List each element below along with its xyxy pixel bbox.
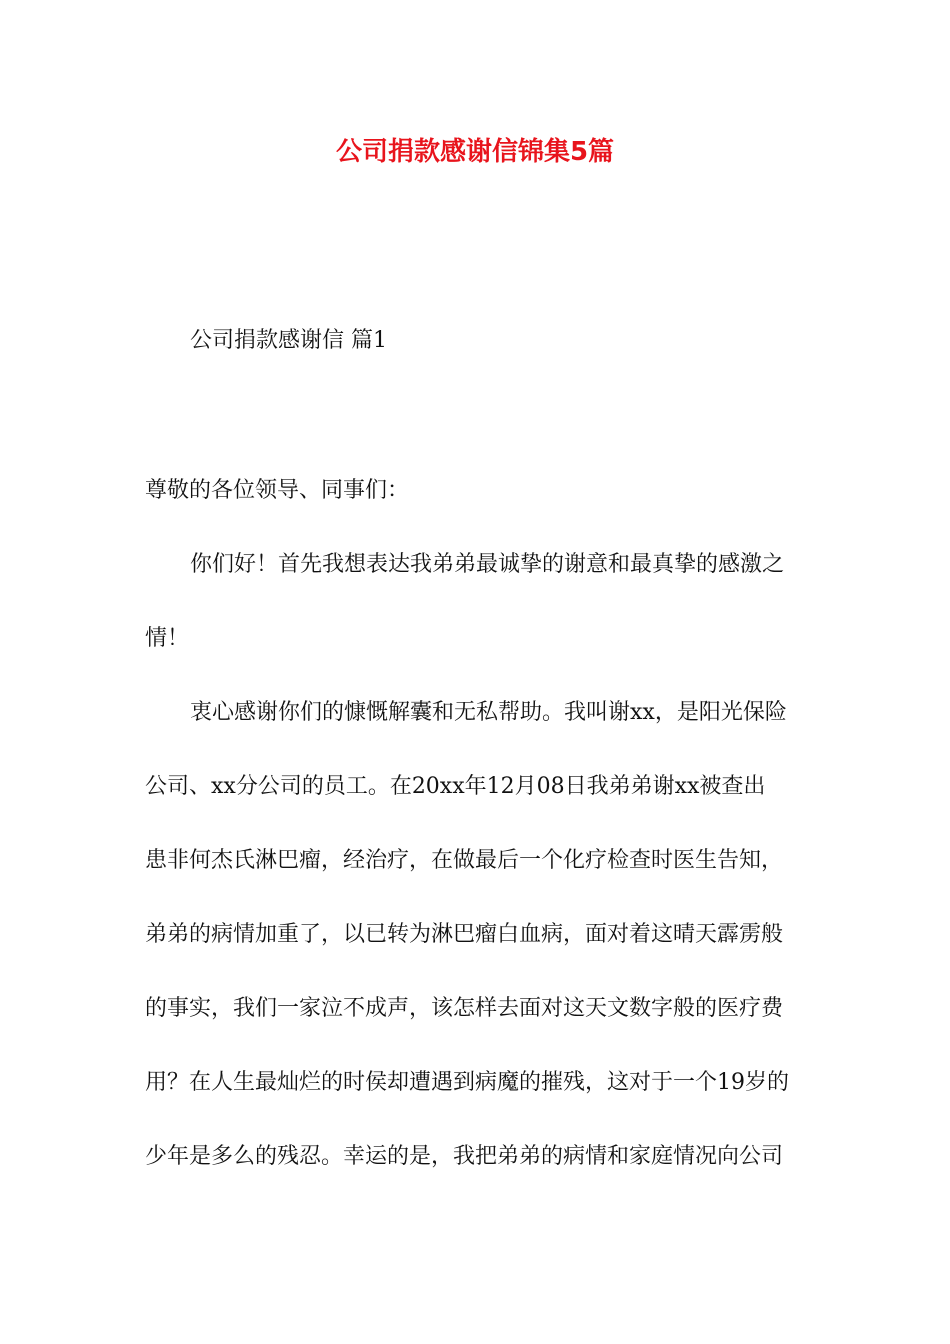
body-line-4: 公司、xx分公司的员工。在20xx年12月08日我弟弟谢xx被查出 xyxy=(145,774,766,799)
body-line-6: 弟弟的病情加重了，以已转为淋巴瘤白血病，面对着这晴天霹雳般 xyxy=(145,922,784,947)
body-line-7: 的事实，我们一家泣不成声，该怎样去面对这天文数字般的医疗费 xyxy=(145,996,784,1021)
body-line-9: 少年是多么的残忍。幸运的是，我把弟弟的病情和家庭情况向公司 xyxy=(145,1144,784,1169)
body-line-1: 你们好！首先我想表达我弟弟最诚挚的谢意和最真挚的感激之 xyxy=(190,552,785,577)
document-title: 公司捐款感谢信锦集5篇 xyxy=(335,137,615,167)
body-line-2: 情！ xyxy=(145,626,190,651)
section-heading: 公司捐款感谢信 篇1 xyxy=(190,328,387,353)
salutation: 尊敬的各位领导、同事们： xyxy=(145,478,410,503)
body-line-3: 衷心感谢你们的慷慨解囊和无私帮助。我叫谢xx，是阳光保险 xyxy=(190,700,787,725)
body-line-8: 用？在人生最灿烂的时侯却遭遇到病魔的摧残，这对于一个19岁的 xyxy=(145,1070,789,1095)
body-line-5: 患非何杰氏淋巴瘤，经治疗，在做最后一个化疗检查时医生告知， xyxy=(145,848,784,873)
